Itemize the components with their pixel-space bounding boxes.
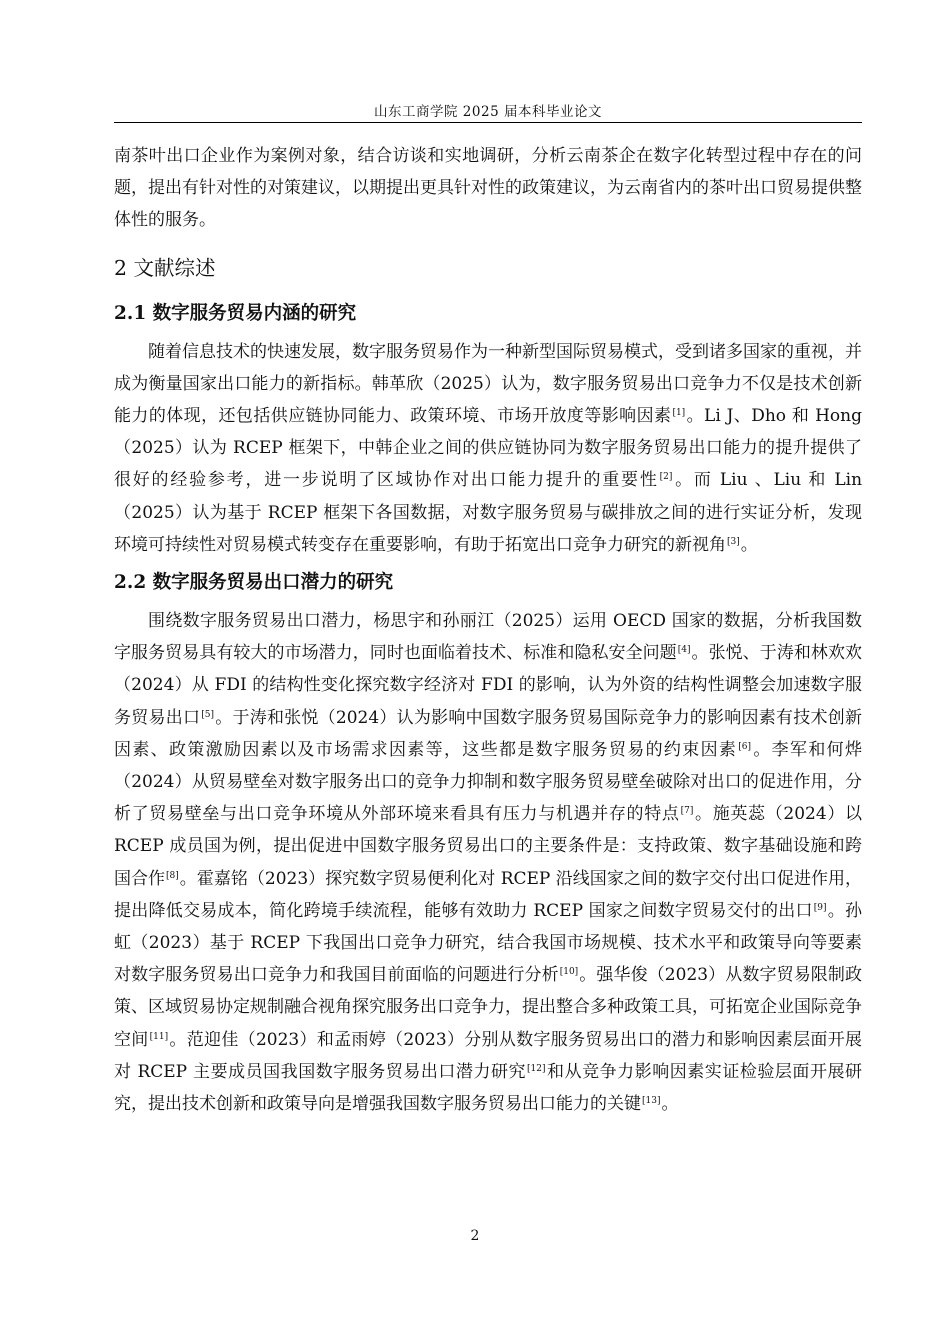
- citation-9: [9]: [813, 902, 827, 913]
- section-2-1-paragraph: [114, 336, 862, 561]
- citation-11: [11]: [149, 1031, 169, 1042]
- citation-8: [8]: [166, 870, 179, 881]
- paragraph-text: 。范迎佳（2023）和孟雨婷（2023）分别从数字服务贸易出口的潜力和影响因素层面开展对 RCEP 主要成员国我国数字服务贸易出口潜力研究: [114, 1029, 863, 1082]
- citation-6: [6]: [738, 741, 752, 752]
- citation-13: [13]: [642, 1096, 661, 1107]
- citation-2: [2]: [659, 472, 673, 483]
- chapter-heading: 2 文献综述: [114, 255, 216, 280]
- running-header: 山东工商学院 2025 届本科毕业论文: [374, 104, 602, 120]
- paragraph-text: 。霍嘉铭（2023）探究数字贸易便利化对 RCEP 沿线国家之间的数字交付出口促进作用，提出降低交易成本，简化跨境手续流程，能够有效助力 RCEP 国家之间数字贸易交付的出口: [114, 868, 862, 921]
- section-2-2-paragraph: [114, 605, 862, 1120]
- paragraph-text: 。Li J、Dho 和 Hong（2025）认为 RCEP 框架下，中韩企业之间的供应链协同为数字服务贸易出口能力的提升提供了很好的经验参考，进一步说明了区域协作对出口能力提升的重要性: [114, 406, 863, 491]
- paragraph-text: 。张悦、于涛和林欢欢（2024）从 FDI 的结构性变化探究数字经济对 FDI 的影响，认为外资的结构性调整会加速数字服务贸易出口: [114, 643, 863, 728]
- citation-12: [12]: [527, 1063, 546, 1074]
- intro-paragraph: 南茶叶出口企业作为案例对象，结合访谈和实地调研，分析云南茶企在数字化转型过程中存在的问题，提出有针对性的对策建议，以期提出更具针对性的政策建议，为云南省内的茶叶出口贸易提供整体性的服务。: [114, 146, 862, 231]
- citation-1: [1]: [672, 408, 686, 419]
- paragraph-text: 。李军和何烨（2024）从贸易壁垒对数字服务出口的竞争力抑制和数字服务贸易壁垒破除对出口的促进作用，分析了贸易壁垒与出口竞争环境从外部环境来看具有压力与机遇并存的特点: [114, 739, 863, 825]
- citation-4: [4]: [677, 645, 691, 656]
- paragraph-text: 。施英蕊（2024）以 RCEP 成员国为例，提出促进中国数字服务贸易出口的主要条件是：支持政策、数字基础设施和跨国合作: [114, 804, 863, 889]
- citation-7: [7]: [680, 806, 694, 817]
- paragraph-text: 。强华俊（2023）从数字贸易限制政策、区域贸易协定规制融合视角探究服务出口竞争力，提出整合多种政策工具，可拓宽企业国际竞争空间: [114, 965, 863, 1050]
- paragraph-text: 。而 Liu 、Liu 和 Lin（2025）认为基于 RCEP 框架下各国数据，对数字服务贸易与碳排放之间的进行实证分析，发现环境可持续性对贸易模式转变存在重要影响，有助于拓宽出口竞争力研究的新视角: [114, 470, 863, 555]
- page-number: 2: [470, 1228, 480, 1244]
- paragraph-text: 。孙虹（2023）基于 RCEP 下我国出口竞争力研究，结合我国市场规模、技术水平和政策导向等要素对数字服务贸易出口竞争力和我国目前面临的问题进行分析: [114, 900, 862, 986]
- section-heading-2-1: 2.1 数字服务贸易内涵的研究: [114, 302, 357, 324]
- paragraph-text: 随着信息技术的快速发展，数字服务贸易作为一种新型国际贸易模式，受到诸多国家的重视，并成为衡量国家出口能力的新指标。韩革欣（2025）认为，数字服务贸易出口竞争力不仅是技术创新能力的体现，还包括供应链协同能力、政策环境、市场开放度等影响因素: [114, 341, 862, 427]
- citation-10: [10]: [559, 967, 579, 978]
- section-heading-2-2: 2.2 数字服务贸易出口潜力的研究: [114, 572, 394, 594]
- paragraph-text: 围绕数字服务贸易出口潜力，杨思宇和孙丽江（2025）运用 OECD 国家的数据，分析我国数字服务贸易具有较大的市场潜力，同时也面临着技术、标准和隐私安全问题: [114, 611, 862, 664]
- paragraph-text: 和从竞争力影响因素实证检验层面开展研究，提出技术创新和政策导向是增强我国数字服务贸易出口能力的关键: [114, 1061, 863, 1115]
- header-rule: [114, 122, 862, 123]
- citation-3: [3]: [727, 536, 740, 547]
- paragraph-text: 。: [661, 1094, 679, 1115]
- page-content: [114, 140, 862, 1120]
- citation-5: [5]: [201, 709, 214, 720]
- paragraph-text: 。: [740, 534, 758, 555]
- paragraph-text: 。于涛和张悦（2024）认为影响中国数字服务贸易国际竞争力的影响因素有技术创新因素、政策激励因素以及市场需求因素等，这些都是数字服务贸易的约束因素: [114, 707, 862, 760]
